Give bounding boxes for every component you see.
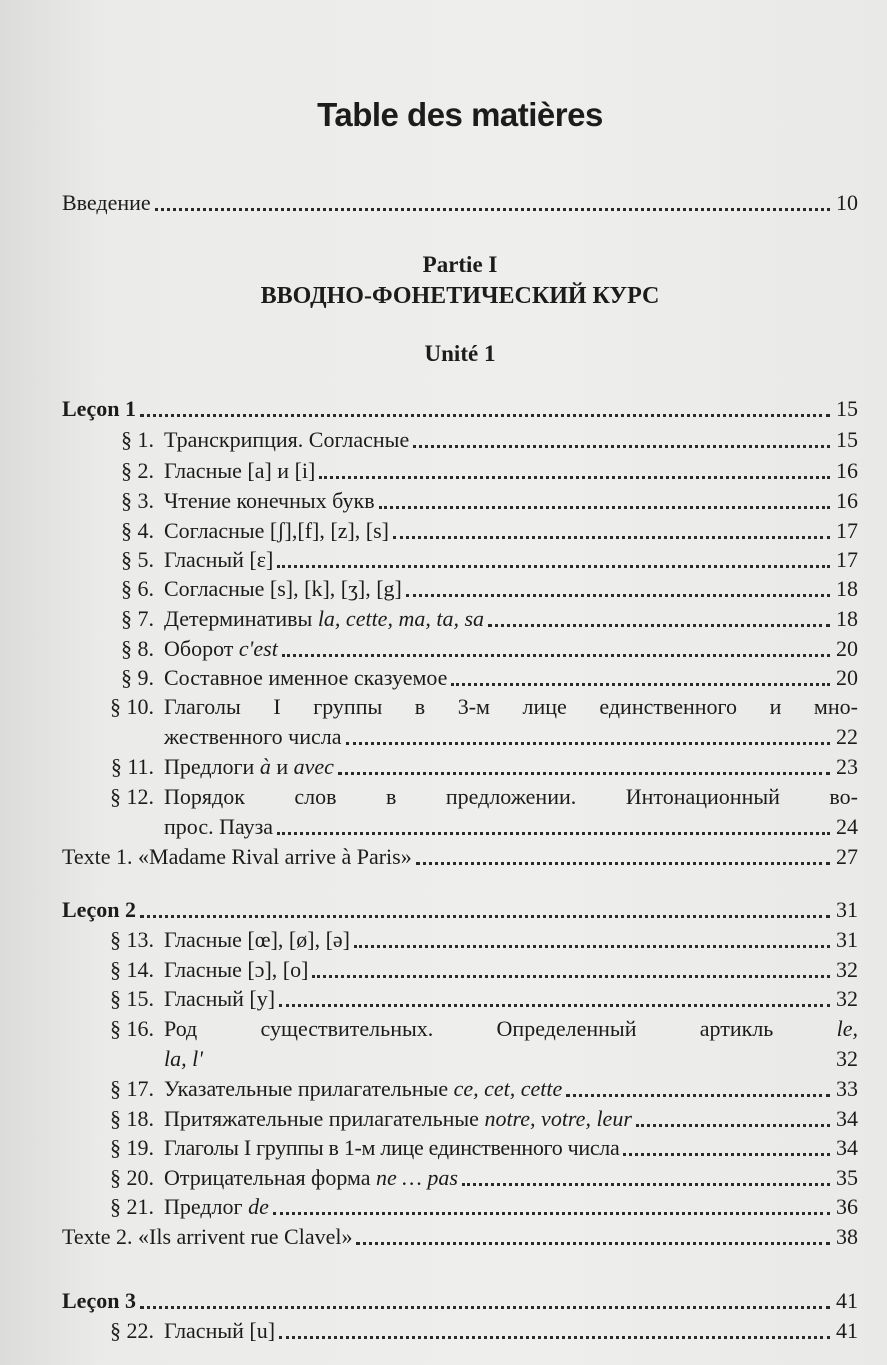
toc-entry-s11[interactable] bbox=[62, 750, 858, 780]
entry-label: Чтение конечных букв bbox=[164, 488, 375, 513]
entry-label: Согласные [ʃ],[f], [z], [s] bbox=[164, 518, 389, 543]
page-number: 22 bbox=[836, 724, 858, 749]
leader-dots bbox=[279, 1004, 830, 1007]
leader-dots bbox=[416, 862, 830, 865]
entry-label-line-2: прос. Пауза bbox=[164, 814, 274, 839]
page-number: 20 bbox=[836, 636, 858, 661]
leader-dots bbox=[273, 1212, 830, 1215]
entry-label: Гласный [u] bbox=[164, 1318, 276, 1343]
leader-dots bbox=[277, 565, 830, 568]
page-number: 33 bbox=[836, 1076, 858, 1101]
entry-label: Texte 2. «Ils arrivent rue Clavel» bbox=[62, 1224, 353, 1249]
page-title: Table des matières bbox=[317, 96, 603, 133]
leader-dots bbox=[279, 1336, 830, 1339]
leader-dots bbox=[155, 208, 830, 211]
leader-dots bbox=[393, 536, 830, 539]
page-number: 16 bbox=[836, 488, 858, 513]
entry-label: Отрицательная форма ne … pas bbox=[164, 1165, 458, 1190]
page-number: 38 bbox=[836, 1224, 858, 1249]
toc-entry-s3[interactable] bbox=[62, 484, 858, 514]
leader-dots bbox=[406, 594, 830, 597]
section-number: § 19. bbox=[110, 1135, 154, 1160]
part-subheading: ВВОДНО-ФОНЕТИЧЕСКИЙ КУРС bbox=[260, 283, 660, 309]
page-number: 18 bbox=[836, 606, 858, 631]
page-number: 20 bbox=[836, 665, 858, 690]
leader-dots bbox=[566, 1094, 830, 1097]
leader-dots bbox=[451, 683, 830, 686]
section-number: § 6. bbox=[121, 576, 154, 601]
toc-entry-s10[interactable] bbox=[62, 690, 858, 720]
leader-dots bbox=[140, 915, 830, 918]
section-number: § 1. bbox=[121, 427, 154, 452]
page-number: 27 bbox=[836, 844, 858, 869]
toc-entry-lecon-2[interactable] bbox=[62, 893, 858, 923]
entry-label: Глаголы I группы в 1-м лице единственного числа bbox=[164, 1135, 620, 1160]
entry-label: Указательные прилагательные ce, cet, cette bbox=[164, 1076, 563, 1101]
entry-label: Транскрипция. Согласные bbox=[164, 427, 410, 452]
toc-entry-texte-2[interactable] bbox=[62, 1220, 858, 1250]
section-number: § 2. bbox=[121, 458, 154, 483]
page-number: 17 bbox=[836, 518, 858, 543]
toc-entry-s14[interactable] bbox=[62, 953, 858, 983]
section-number: § 21. bbox=[110, 1194, 154, 1219]
page-number: 17 bbox=[836, 547, 858, 572]
section-number: § 9. bbox=[121, 665, 154, 690]
page-number: 32 bbox=[836, 1046, 858, 1071]
leader-dots bbox=[623, 1153, 830, 1156]
leader-dots bbox=[356, 1242, 830, 1245]
entry-label-line-2: la, l' bbox=[164, 1046, 203, 1071]
toc-entry-texte-1[interactable] bbox=[62, 840, 858, 870]
page-number: 41 bbox=[836, 1288, 858, 1313]
leader-dots bbox=[636, 1124, 830, 1127]
section-number: § 18. bbox=[110, 1106, 154, 1131]
leader-dots bbox=[140, 414, 830, 417]
leader-dots bbox=[413, 445, 830, 448]
entry-label: Согласные [s], [k], [ʒ], [g] bbox=[164, 576, 402, 601]
section-number: § 22. bbox=[110, 1318, 154, 1343]
toc-entry-s18[interactable] bbox=[62, 1102, 858, 1132]
section-number: § 10. bbox=[110, 694, 154, 719]
page-number: 24 bbox=[836, 814, 858, 839]
section-number: § 11. bbox=[110, 754, 154, 779]
page-number: 31 bbox=[836, 897, 858, 922]
page-number: 31 bbox=[836, 927, 858, 952]
toc-entry-s9[interactable] bbox=[62, 661, 858, 691]
toc-entry-lecon-3[interactable] bbox=[62, 1284, 858, 1314]
toc-entry-s16[interactable] bbox=[62, 1012, 858, 1042]
entry-label: Leçon 2 bbox=[62, 897, 136, 922]
page-number: 32 bbox=[836, 986, 858, 1011]
leader-dots bbox=[312, 975, 830, 978]
toc-entry-s2[interactable] bbox=[62, 454, 858, 484]
leader-dots bbox=[140, 1306, 830, 1309]
page-number: 16 bbox=[836, 458, 858, 483]
toc-entry-s5[interactable] bbox=[62, 543, 858, 573]
page-number: 18 bbox=[836, 576, 858, 601]
section-number: § 3. bbox=[121, 488, 154, 513]
leader-dots bbox=[462, 1183, 830, 1186]
page-number: 15 bbox=[836, 396, 858, 421]
leader-dots bbox=[319, 476, 830, 479]
part-heading: Partie I bbox=[422, 252, 498, 277]
entry-label: Оборот c'est bbox=[164, 636, 278, 661]
page-number: 35 bbox=[836, 1165, 858, 1190]
toc-entry-s22[interactable] bbox=[62, 1314, 858, 1344]
entry-label: Предлоги à и avec bbox=[164, 754, 334, 779]
toc-entry-s4[interactable] bbox=[62, 514, 858, 544]
entry-label: Гласный [y] bbox=[164, 986, 276, 1011]
leader-dots bbox=[277, 832, 830, 835]
section-number: § 4. bbox=[121, 518, 154, 543]
entry-label-line-2: жественного числа bbox=[164, 724, 342, 749]
page-number: 32 bbox=[836, 957, 858, 982]
toc-entry-s1[interactable] bbox=[62, 423, 858, 453]
page-number: 34 bbox=[836, 1135, 858, 1160]
leader-dots bbox=[354, 945, 830, 948]
toc-entry-s20[interactable] bbox=[62, 1161, 858, 1191]
section-number: § 8. bbox=[121, 636, 154, 661]
toc-entry-s16-cont[interactable] bbox=[164, 1042, 858, 1072]
page-number: 34 bbox=[836, 1106, 858, 1131]
toc-entry-s17[interactable] bbox=[62, 1072, 858, 1102]
toc-entry-s12[interactable] bbox=[62, 780, 858, 810]
toc-entry-s21[interactable] bbox=[62, 1190, 858, 1220]
toc-entry-s7[interactable] bbox=[62, 602, 858, 632]
page-number: 23 bbox=[836, 754, 858, 779]
section-number: § 15. bbox=[110, 986, 154, 1011]
toc-entry-lecon-1[interactable] bbox=[62, 392, 858, 422]
entry-label: Leçon 1 bbox=[62, 396, 136, 421]
entry-label: Гласные [a] и [i] bbox=[164, 458, 316, 483]
section-number: § 13. bbox=[110, 927, 154, 952]
section-number: § 7. bbox=[121, 606, 154, 631]
entry-label: Leçon 3 bbox=[62, 1288, 136, 1313]
entry-label-line-1: Глаголы I группы в 3-м лице единственного и мно- bbox=[164, 694, 858, 719]
section-number: § 5. bbox=[121, 547, 154, 572]
entry-label: Гласные [œ], [ø], [ə] bbox=[164, 927, 351, 952]
entry-label: Введение bbox=[62, 190, 151, 215]
toc-entry-s15[interactable] bbox=[62, 982, 858, 1012]
entry-label-line-1: Порядок слов в предложении. Интонационный во- bbox=[164, 784, 858, 809]
entry-label: Детерминативы la, cette, ma, ta, sa bbox=[164, 606, 485, 631]
entry-label-line-1: Род существительных. Определенный артикль le, bbox=[164, 1016, 858, 1041]
unit-heading: Unité 1 bbox=[424, 341, 496, 366]
entry-label: Гласный [ɛ] bbox=[164, 547, 274, 572]
section-number: § 17. bbox=[110, 1076, 154, 1101]
leader-dots bbox=[379, 506, 830, 509]
page-number: 36 bbox=[836, 1194, 858, 1219]
entry-label: Texte 1. «Madame Rival arrive à Paris» bbox=[62, 844, 412, 869]
leader-dots bbox=[488, 624, 830, 627]
toc-entry-s8[interactable] bbox=[62, 632, 858, 662]
section-number: § 20. bbox=[110, 1165, 154, 1190]
leader-dots bbox=[282, 654, 830, 657]
toc-entry-intro[interactable] bbox=[62, 186, 858, 216]
leader-dots bbox=[346, 742, 831, 745]
entry-label: Предлог de bbox=[164, 1194, 269, 1219]
entry-label: Составное именное сказуемое bbox=[164, 665, 448, 690]
section-number: § 12. bbox=[110, 784, 154, 809]
page-number: 41 bbox=[836, 1318, 858, 1343]
section-number: § 16. bbox=[110, 1016, 154, 1041]
page-number: 10 bbox=[836, 190, 858, 215]
toc-entry-s19[interactable] bbox=[62, 1131, 858, 1161]
section-number: § 14. bbox=[110, 957, 154, 982]
toc-entry-s12-cont[interactable] bbox=[164, 810, 858, 840]
toc-entry-s13[interactable] bbox=[62, 923, 858, 953]
toc-entry-s6[interactable] bbox=[62, 572, 858, 602]
entry-label: Гласные [ɔ], [o] bbox=[164, 957, 309, 982]
leader-dots bbox=[338, 772, 830, 775]
entry-label: Притяжательные прилагательные notre, votre, leur bbox=[164, 1106, 632, 1131]
toc-entry-s10-cont[interactable] bbox=[164, 720, 858, 750]
page-number: 15 bbox=[836, 427, 858, 452]
